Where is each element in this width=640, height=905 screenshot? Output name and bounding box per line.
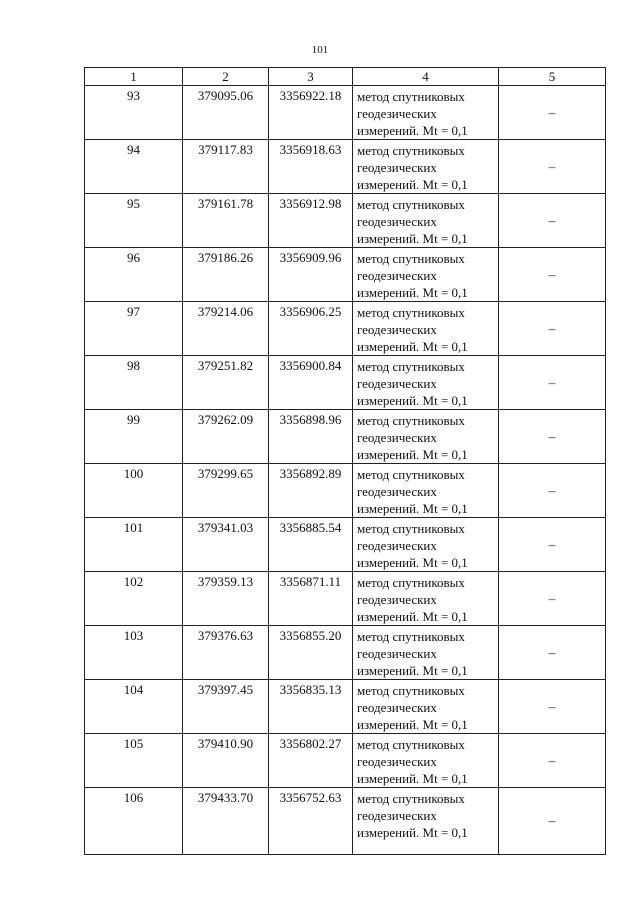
method-cell: метод спутниковых геодезических измерений. Mt = 0,1 bbox=[353, 86, 499, 140]
coordinate-x-cell: 379341.03 bbox=[183, 518, 269, 572]
point-number-cell: 96 bbox=[85, 248, 183, 302]
table-row bbox=[85, 356, 606, 410]
coordinate-x-cell: 379214.06 bbox=[183, 302, 269, 356]
coordinate-x-cell: 379433.70 bbox=[183, 788, 269, 855]
note-cell: – bbox=[499, 194, 606, 248]
coordinate-x-cell: 379410.90 bbox=[183, 734, 269, 788]
page-number: 101 bbox=[311, 44, 329, 56]
coordinate-x-cell: 379262.09 bbox=[183, 410, 269, 464]
coordinate-x-cell: 379117.83 bbox=[183, 140, 269, 194]
note-cell: – bbox=[499, 788, 606, 855]
point-number-cell: 104 bbox=[85, 680, 183, 734]
coordinate-y-cell: 3356892.89 bbox=[269, 464, 353, 518]
table-row bbox=[85, 86, 606, 140]
coordinate-y-cell: 3356909.96 bbox=[269, 248, 353, 302]
coordinate-x-cell: 379251.82 bbox=[183, 356, 269, 410]
note-cell: – bbox=[499, 86, 606, 140]
table-row bbox=[85, 734, 606, 788]
method-cell: метод спутниковых геодезических измерений. Mt = 0,1 bbox=[353, 626, 499, 680]
coordinate-x-cell: 379161.78 bbox=[183, 194, 269, 248]
note-cell: – bbox=[499, 410, 606, 464]
coordinates-table bbox=[84, 67, 606, 855]
table-row bbox=[85, 464, 606, 518]
note-cell: – bbox=[499, 572, 606, 626]
table-row bbox=[85, 518, 606, 572]
note-cell: – bbox=[499, 248, 606, 302]
note-cell: – bbox=[499, 140, 606, 194]
coordinate-x-cell: 379359.13 bbox=[183, 572, 269, 626]
coordinate-y-cell: 3356900.84 bbox=[269, 356, 353, 410]
note-cell: – bbox=[499, 464, 606, 518]
point-number-cell: 100 bbox=[85, 464, 183, 518]
method-cell: метод спутниковых геодезических измерений. Mt = 0,1 bbox=[353, 464, 499, 518]
coordinate-y-cell: 3356885.54 bbox=[269, 518, 353, 572]
coordinate-y-cell: 3356835.13 bbox=[269, 680, 353, 734]
note-cell: – bbox=[499, 302, 606, 356]
column-header-1: 1 bbox=[85, 68, 183, 86]
coordinate-y-cell: 3356871.11 bbox=[269, 572, 353, 626]
coordinate-y-cell: 3356855.20 bbox=[269, 626, 353, 680]
table-row bbox=[85, 248, 606, 302]
coordinate-x-cell: 379186.26 bbox=[183, 248, 269, 302]
method-cell: метод спутниковых геодезических измерений. Mt = 0,1 bbox=[353, 734, 499, 788]
column-header-4: 4 bbox=[353, 68, 499, 86]
method-cell: метод спутниковых геодезических измерений. Mt = 0,1 bbox=[353, 140, 499, 194]
column-header-3: 3 bbox=[269, 68, 353, 86]
coordinate-y-cell: 3356912.98 bbox=[269, 194, 353, 248]
table-row bbox=[85, 140, 606, 194]
method-cell: метод спутниковых геодезических измерений. Mt = 0,1 bbox=[353, 248, 499, 302]
coordinate-x-cell: 379299.65 bbox=[183, 464, 269, 518]
method-cell: метод спутниковых геодезических измерений. Mt = 0,1 bbox=[353, 680, 499, 734]
coordinate-y-cell: 3356752.63 bbox=[269, 788, 353, 855]
note-cell: – bbox=[499, 734, 606, 788]
point-number-cell: 97 bbox=[85, 302, 183, 356]
point-number-cell: 93 bbox=[85, 86, 183, 140]
point-number-cell: 102 bbox=[85, 572, 183, 626]
note-cell: – bbox=[499, 680, 606, 734]
method-cell: метод спутниковых геодезических измерений. Mt = 0,1 bbox=[353, 572, 499, 626]
method-cell: метод спутниковых геодезических измерений. Mt = 0,1 bbox=[353, 356, 499, 410]
coordinate-y-cell: 3356898.96 bbox=[269, 410, 353, 464]
method-cell: метод спутниковых геодезических измерений. Mt = 0,1 bbox=[353, 302, 499, 356]
table-row bbox=[85, 194, 606, 248]
table-row bbox=[85, 626, 606, 680]
method-cell: метод спутниковых геодезических измерений. Mt = 0,1 bbox=[353, 194, 499, 248]
point-number-cell: 95 bbox=[85, 194, 183, 248]
table-row bbox=[85, 572, 606, 626]
coordinate-y-cell: 3356918.63 bbox=[269, 140, 353, 194]
note-cell: – bbox=[499, 626, 606, 680]
point-number-cell: 106 bbox=[85, 788, 183, 855]
coordinate-y-cell: 3356922.18 bbox=[269, 86, 353, 140]
table-row bbox=[85, 410, 606, 464]
method-cell: метод спутниковых геодезических измерений. Mt = 0,1 bbox=[353, 410, 499, 464]
coordinate-y-cell: 3356906.25 bbox=[269, 302, 353, 356]
column-header-2: 2 bbox=[183, 68, 269, 86]
column-header-5: 5 bbox=[499, 68, 606, 86]
coordinate-y-cell: 3356802.27 bbox=[269, 734, 353, 788]
table-row bbox=[85, 302, 606, 356]
point-number-cell: 103 bbox=[85, 626, 183, 680]
point-number-cell: 94 bbox=[85, 140, 183, 194]
note-cell: – bbox=[499, 356, 606, 410]
method-cell: метод спутниковых геодезических измерений. Mt = 0,1 bbox=[353, 788, 499, 855]
point-number-cell: 101 bbox=[85, 518, 183, 572]
coordinate-x-cell: 379095.06 bbox=[183, 86, 269, 140]
table-row bbox=[85, 788, 606, 855]
method-cell: метод спутниковых геодезических измерений. Mt = 0,1 bbox=[353, 518, 499, 572]
point-number-cell: 99 bbox=[85, 410, 183, 464]
table-row bbox=[85, 680, 606, 734]
coordinate-x-cell: 379397.45 bbox=[183, 680, 269, 734]
table-header-row bbox=[85, 68, 606, 86]
point-number-cell: 105 bbox=[85, 734, 183, 788]
point-number-cell: 98 bbox=[85, 356, 183, 410]
note-cell: – bbox=[499, 518, 606, 572]
coordinate-x-cell: 379376.63 bbox=[183, 626, 269, 680]
